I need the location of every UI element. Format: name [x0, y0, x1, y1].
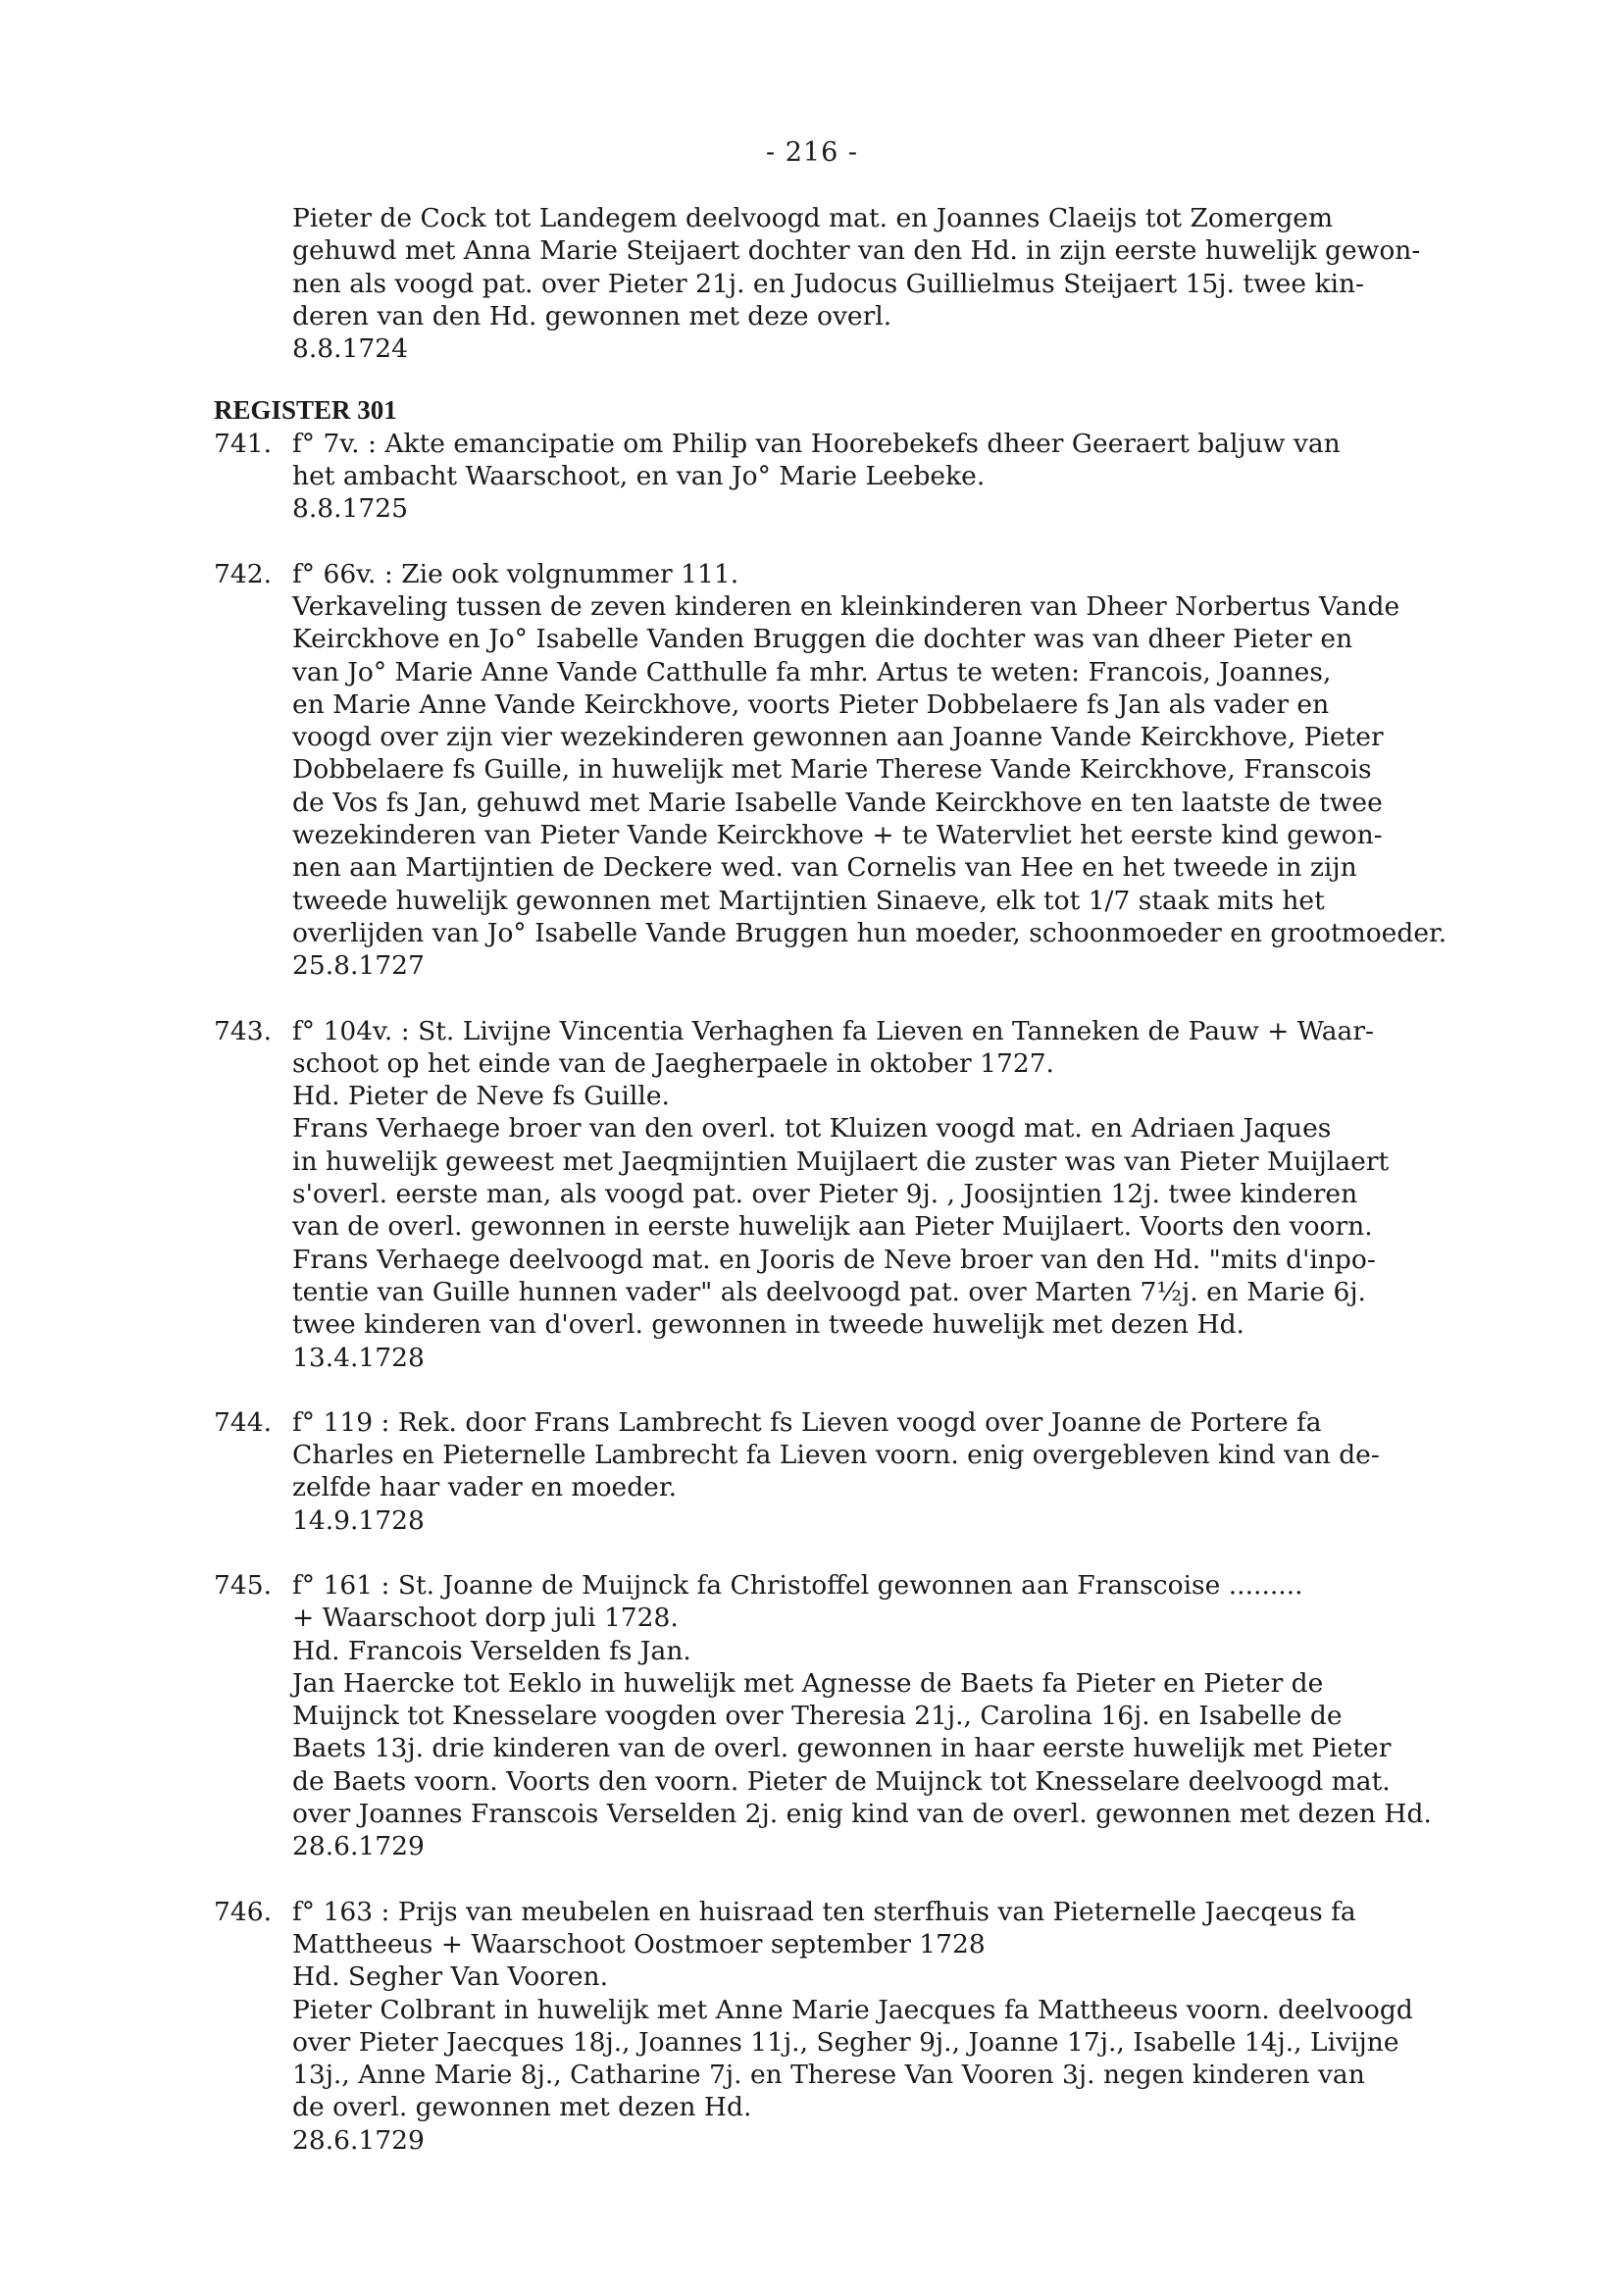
text-line: overlijden van Jo° Isabelle Vande Bruggen hun moeder, schoonmoeder en grootmoeder. — [292, 917, 1447, 948]
text-line: over Pieter Jaecques 18j., Joannes 11j., Segher 9j., Joanne 17j., Isabelle 14j., Livijne — [292, 2026, 1399, 2058]
page-content — [214, 202, 1567, 2157]
text-line: Baets 13j. drie kinderen van de overl. gewonnen in haar eerste huwelijk met Pieter — [292, 1733, 1392, 1764]
text-line: tentie van Guille hunnen vader" als deelvoogd pat. over Marten 7½j. en Marie 6j. — [292, 1276, 1366, 1307]
text-line: Hd. Pieter de Neve fs Guille. — [292, 1081, 670, 1112]
text-line: f° 163 : Prijs van meubelen en huisraad ten sterfhuis van Pieternelle Jaecqeus fa — [292, 1896, 1356, 1927]
text-line: twee kinderen van d'overl. gewonnen in tweede huwelijk met dezen Hd. — [292, 1309, 1244, 1341]
entry-number: 744. — [214, 1406, 273, 1438]
text-line: f° 161 : St. Joanne de Muijnck fa Christoffel gewonnen aan Franscoise ......... — [292, 1569, 1303, 1601]
page-number: - 216 - — [766, 137, 858, 168]
text-line: Charles en Pieternelle Lambrecht fa Lieven voorn. enig overgebleven kind van de- — [292, 1440, 1380, 1471]
text-line: Dobbelaere fs Guille, in huwelijk met Marie Therese Vande Keirckhove, Franscois — [292, 754, 1372, 786]
entry-744 — [214, 1406, 1567, 1537]
text-line: de overl. gewonnen met dezen Hd. — [292, 2092, 752, 2123]
entry-number: 743. — [214, 1015, 273, 1046]
entry-742 — [214, 558, 1567, 983]
entry-date: 13.4.1728 — [292, 1342, 425, 1373]
text-line: nen aan Martijntien de Deckere wed. van Cornelis van Hee en het tweede in zijn — [292, 852, 1357, 884]
text-line: Jan Haercke tot Eeklo in huwelijk met Agnesse de Baets fa Pieter en Pieter de — [292, 1667, 1324, 1699]
text-line: gehuwd met Anna Marie Steijaert dochter van den Hd. in zijn eerste huwelijk gewon- — [292, 235, 1421, 267]
text-line: zelfde haar vader en moeder. — [292, 1472, 678, 1503]
text-line: de Vos fs Jan, gehuwd met Marie Isabelle Vande Keirckhove en ten laatste de twee — [292, 787, 1383, 818]
text-line: Frans Verhaege deelvoogd mat. en Jooris de Neve broer van den Hd. "mits d'inpo- — [292, 1244, 1376, 1275]
entry-743 — [214, 1015, 1567, 1374]
text-line: deren van den Hd. gewonnen met deze overl. — [292, 300, 892, 331]
entry-date: 28.6.1729 — [292, 1831, 425, 1862]
text-line: en Marie Anne Vande Keirckhove, voorts Pieter Dobbelaere fs Jan als vader en — [292, 688, 1330, 720]
text-line: in huwelijk geweest met Jaeqmijntien Muijlaert die zuster was van Pieter Muijlaert — [292, 1146, 1390, 1177]
text-line: f° 66v. : Zie ook volgnummer 111. — [292, 558, 739, 589]
text-line: van Jo° Marie Anne Vande Catthulle fa mhr. Artus te weten: Francois, Joannes, — [292, 656, 1332, 687]
text-line: + Waarschoot dorp juli 1728. — [292, 1603, 679, 1634]
text-line: Hd. Francois Verselden fs Jan. — [292, 1635, 691, 1666]
text-line: Pieter Colbrant in huwelijk met Anne Marie Jaecques fa Mattheeus voorn. deelvoogd — [292, 1994, 1413, 2025]
text-line: Muijnck tot Knesselare voogden over Theresia 21j., Carolina 16j. en Isabelle de — [292, 1701, 1343, 1732]
entry-date: 8.8.1724 — [292, 333, 409, 365]
entry-number: 741. — [214, 428, 273, 459]
text-line: tweede huwelijk gewonnen met Martijntien Sinaeve, elk tot 1/7 staak mits het — [292, 885, 1325, 916]
entry-date: 28.6.1729 — [292, 2124, 425, 2156]
entry-date: 8.8.1725 — [292, 493, 409, 525]
register-heading: REGISTER 301 — [214, 395, 397, 426]
text-line: over Joannes Franscois Verselden 2j. enig kind van de overl. gewonnen met dezen Hd. — [292, 1799, 1432, 1830]
entry-number: 746. — [214, 1896, 273, 1927]
text-line: voogd over zijn vier wezekinderen gewonnen aan Joanne Vande Keirckhove, Pieter — [292, 722, 1384, 753]
text-line: nen als voogd pat. over Pieter 21j. en Judocus Guillielmus Steijaert 15j. twee kin- — [292, 268, 1365, 299]
entry-746 — [214, 1896, 1567, 2157]
entry-741 — [214, 428, 1567, 526]
text-line: schoot op het einde van de Jaegherpaele in oktober 1727. — [292, 1047, 1054, 1079]
text-line: het ambacht Waarschoot, en van Jo° Marie Leebeke. — [292, 461, 986, 492]
text-line: Mattheeus + Waarschoot Oostmoer september 1728 — [292, 1928, 986, 1960]
text-line: s'overl. eerste man, als voogd pat. over Pieter 9j. , Joosijntien 12j. twee kinderen — [292, 1179, 1358, 1210]
text-line: de Baets voorn. Voorts den voorn. Pieter de Muijnck tot Knesselare deelvoogd mat. — [292, 1765, 1391, 1797]
entry-number: 745. — [214, 1569, 273, 1601]
text-line: van de overl. gewonnen in eerste huwelijk aan Pieter Muijlaert. Voorts den voorn. — [292, 1211, 1373, 1243]
entry-date: 25.8.1727 — [292, 950, 425, 982]
text-line: f° 7v. : Akte emancipatie om Philip van Hoorebekefs dheer Geeraert baljuw van — [292, 428, 1341, 459]
text-line: 13j., Anne Marie 8j., Catharine 7j. en Therese Van Vooren 3j. negen kinderen van — [292, 2060, 1365, 2091]
entry-date: 14.9.1728 — [292, 1504, 425, 1536]
text-line: Hd. Segher Van Vooren. — [292, 1961, 609, 1993]
intro-paragraph — [214, 202, 1567, 365]
text-line: Verkaveling tussen de zeven kinderen en kleinkinderen van Dheer Norbertus Vande — [292, 590, 1400, 622]
text-line: f° 119 : Rek. door Frans Lambrecht fs Lieven voogd over Joanne de Portere fa — [292, 1406, 1322, 1438]
text-line: wezekinderen van Pieter Vande Keirckhove + te Watervliet het eerste kind gewon- — [292, 820, 1383, 851]
entry-number: 742. — [214, 558, 273, 589]
entry-745 — [214, 1569, 1567, 1863]
text-line: Pieter de Cock tot Landegem deelvoogd mat. en Joannes Claeijs tot Zomergem — [292, 203, 1334, 233]
text-line: Keirckhove en Jo° Isabelle Vanden Bruggen die dochter was van dheer Pieter en — [292, 624, 1353, 655]
text-line: Frans Verhaege broer van den overl. tot Kluizen voogd mat. en Adriaen Jaques — [292, 1113, 1332, 1145]
text-line: f° 104v. : St. Livijne Vincentia Verhaghen fa Lieven en Tanneken de Pauw + Waar- — [292, 1015, 1374, 1046]
